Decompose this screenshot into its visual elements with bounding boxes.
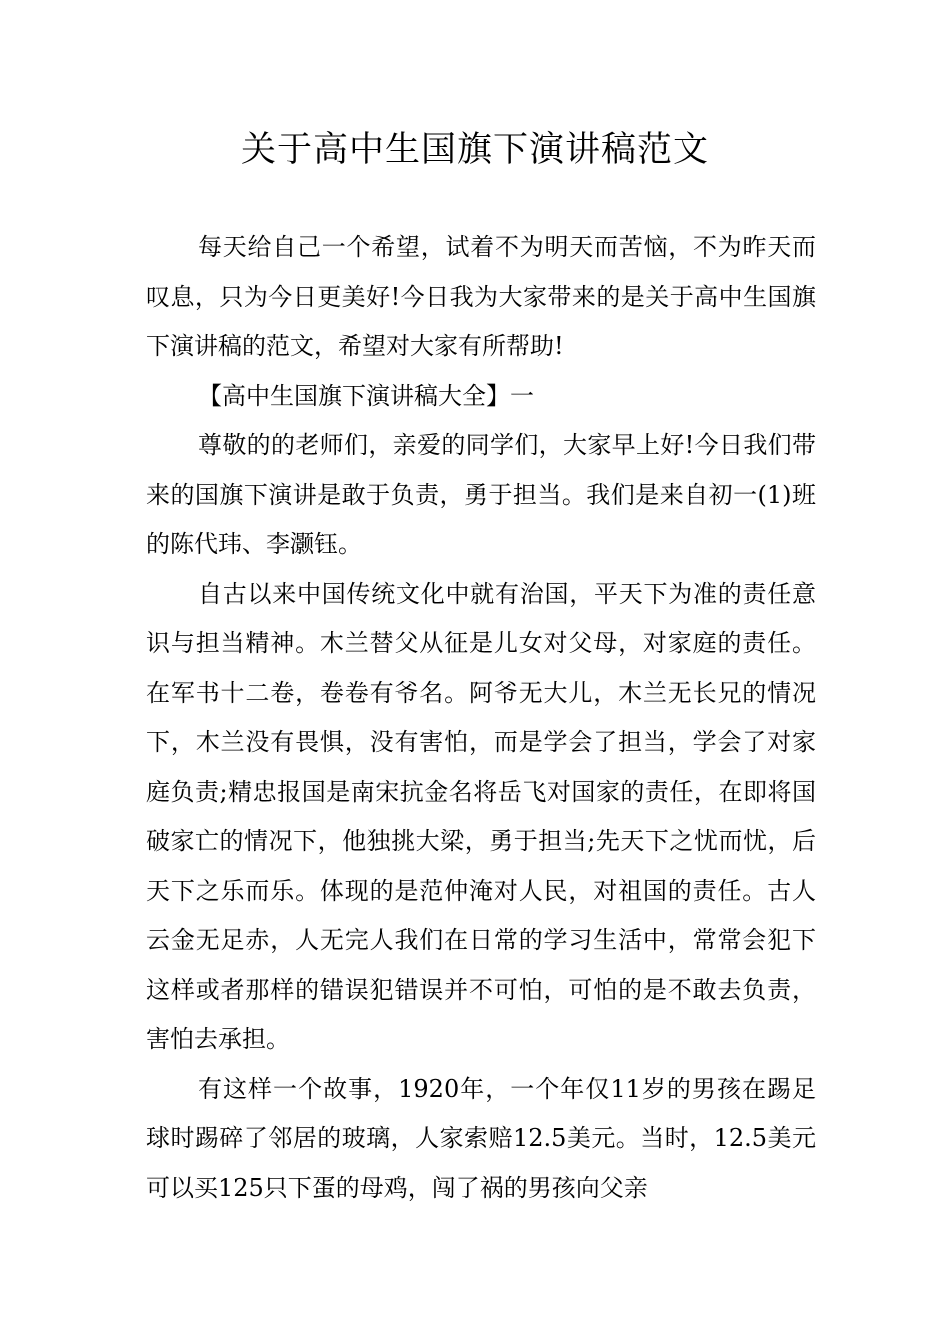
paragraph-greeting: 尊敬的的老师们，亲爱的同学们，大家早上好!今日我们带来的国旗下演讲是敢于负责，勇于担当。我们是来自初一(1)班的陈代玮、李灏钰。 <box>146 431 816 558</box>
document-title: 关于高中生国旗下演讲稿范文 <box>240 130 709 170</box>
section-heading: 【高中生国旗下演讲稿大全】一 <box>198 381 534 410</box>
document-body <box>146 223 816 1213</box>
paragraph-intro: 每天给自己一个希望，试着不为明天而苦恼，不为昨天而叹息，只为今日更美好!今日我为大家带来的是关于高中生国旗下演讲稿的范文，希望对大家有所帮助! <box>146 233 816 360</box>
paragraph-history: 自古以来中国传统文化中就有治国，平天下为准的责任意识与担当精神。木兰替父从征是儿女对父母，对家庭的责任。在军书十二卷，卷卷有爷名。阿爷无大儿，木兰无长兄的情况下，木兰没有畏惧，没有害怕，而是学会了担当，学会了对家庭负责;精忠报国是南宋抗金名将岳飞对国家的责任，在即将国破家亡的情况下，他独挑大梁，勇于担当;先天下之忧而忧，后天下之乐而乐。体现的是范仲淹对人民，对祖国的责任。古人云金无足赤，人无完人我们在日常的学习生活中，常常会犯下这样或者那样的错误犯错误并不可怕，可怕的是不敢去负责，害怕去承担。 <box>146 579 816 1053</box>
paragraph-story: 有这样一个故事，1920年，一个年仅11岁的男孩在踢足球时踢碎了邻居的玻璃，人家索赔12.5美元。当时，12.5美元可以买125只下蛋的母鸡，闯了祸的男孩向父亲 <box>146 1074 816 1202</box>
